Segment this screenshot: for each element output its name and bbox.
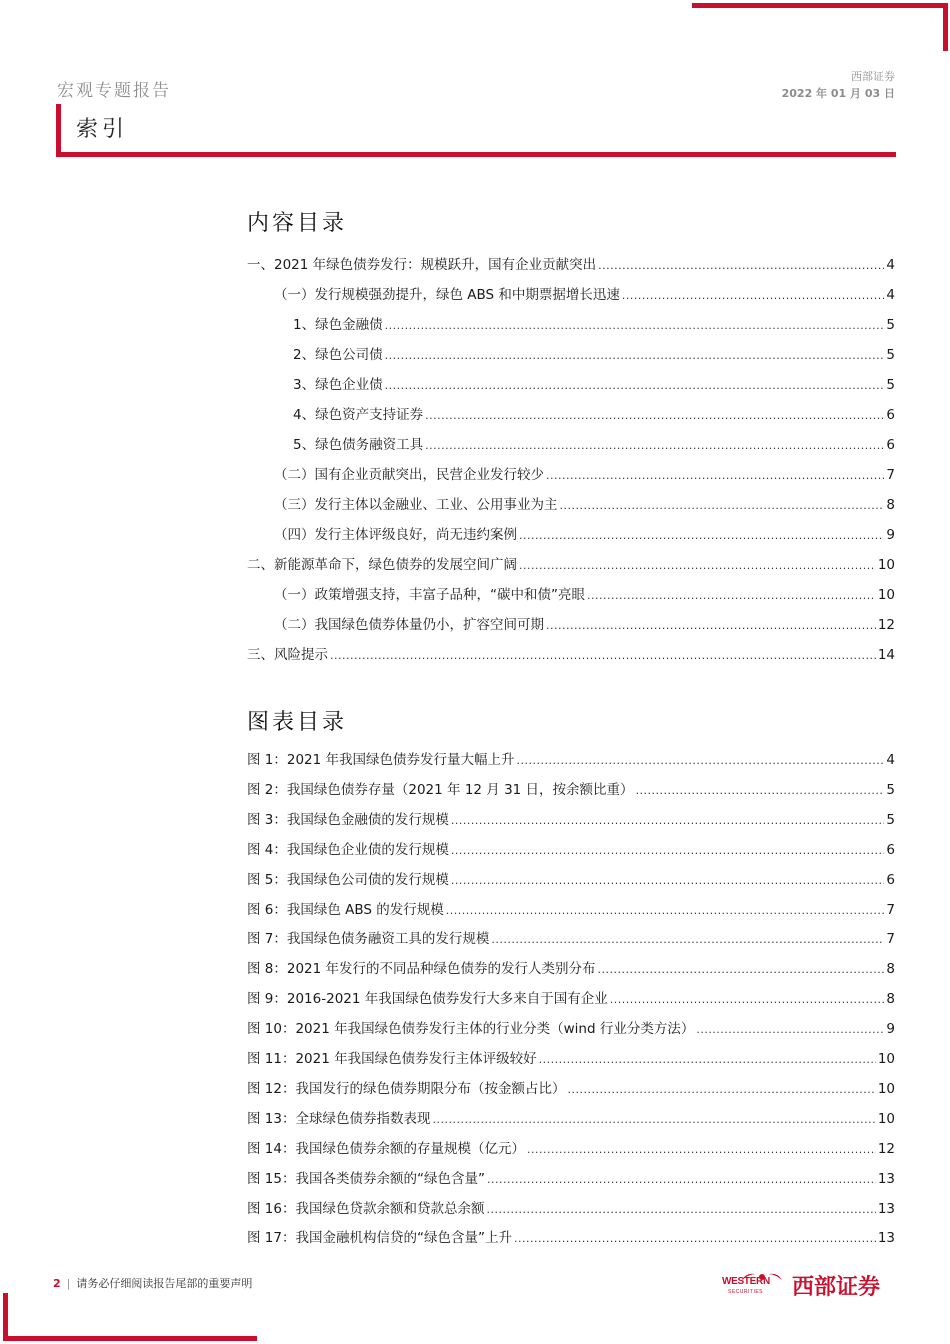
title-accent-bar	[56, 104, 61, 156]
figure-entry-leader-dots	[491, 930, 884, 950]
toc-entry[interactable]	[274, 285, 895, 305]
page-number: 2	[53, 1277, 61, 1290]
figure-entry-label: 图 8：2021 年发行的不同品种绿色债券的发行人类别分布	[247, 961, 596, 978]
figure-entry-page-number: 5	[886, 811, 895, 828]
toc-entry-page-number: 5	[886, 317, 895, 333]
figure-entry[interactable]	[247, 840, 895, 860]
toc-entry-leader-dots	[598, 256, 884, 276]
figure-entry[interactable]	[247, 1228, 895, 1248]
toc-entry[interactable]	[274, 525, 895, 545]
figure-entry-leader-dots	[446, 901, 885, 921]
toc-entry-label: 4、绿色资产支持证券	[293, 407, 424, 423]
toc-entry-label: 5、绿色债务融资工具	[293, 437, 424, 453]
figure-entry-leader-dots	[527, 1140, 876, 1160]
toc-entry-label: （二）国有企业贡献突出，民营企业发行较少	[274, 467, 544, 483]
figure-entry[interactable]	[247, 1169, 895, 1189]
page-title: 索引	[76, 117, 129, 142]
figure-entry-label: 图 16：我国绿色贷款余额和贷款总余额	[247, 1200, 485, 1217]
footer	[53, 1275, 252, 1291]
toc-entry[interactable]	[274, 465, 895, 485]
figure-entry-label: 图 12：我国发行的绿色债券期限分布（按金额占比）	[247, 1080, 566, 1097]
toc-entry-leader-dots	[546, 466, 884, 486]
figure-entry[interactable]	[247, 929, 895, 949]
toc-entry-label: （二）我国绿色债券体量仍小，扩容空间可期	[274, 617, 544, 633]
figure-entry[interactable]	[247, 780, 895, 800]
toc-entry-page-number: 10	[877, 587, 895, 603]
toc-entry-leader-dots	[385, 376, 885, 396]
toc-entry-page-number: 14	[877, 647, 895, 663]
logo-english: WESTERN	[722, 1276, 770, 1287]
corner-accent-top-horizontal	[692, 3, 948, 8]
figure-entry-page-number: 4	[886, 752, 895, 768]
figure-entry-leader-dots	[567, 1080, 875, 1100]
toc-entry-page-number: 5	[886, 377, 895, 393]
figure-entry-page-number: 5	[886, 781, 895, 798]
figure-entry-label: 图 14：我国绿色债券余额的存量规模（亿元）	[247, 1140, 525, 1157]
toc-entry-page-number: 4	[886, 257, 895, 273]
toc-entry-label: 3、绿色企业债	[293, 377, 383, 393]
toc-entry[interactable]	[274, 585, 895, 605]
figure-entry-label: 图 9：2016-2021 年我国绿色债券发行大多来自于国有企业	[247, 991, 608, 1008]
figure-entry[interactable]	[247, 1139, 895, 1159]
figure-entry-page-number: 10	[877, 1110, 895, 1127]
figure-entry-page-number: 7	[886, 901, 895, 918]
toc-entry-page-number: 10	[877, 557, 895, 573]
toc-entry-leader-dots	[560, 496, 885, 516]
figure-entry-leader-dots	[451, 841, 885, 861]
figure-entry-leader-dots	[486, 1200, 875, 1220]
toc-entry-leader-dots	[385, 316, 885, 336]
figure-entry-label: 图 1：2021 年我国绿色债券发行量大幅上升	[247, 752, 515, 768]
toc-entry-page-number: 8	[886, 497, 895, 513]
toc-entry-page-number: 12	[877, 617, 895, 633]
toc-entry[interactable]	[247, 645, 895, 665]
figure-entry-page-number: 13	[877, 1200, 895, 1217]
figure-entry-label: 图 2：我国绿色债券存量（2021 年 12 月 31 日，按余额比重）	[247, 781, 634, 798]
figure-entry-page-number: 8	[886, 961, 895, 978]
toc-entry-label: 三、风险提示	[247, 647, 328, 663]
toc-entry-label: 一、2021 年绿色债券发行：规模跃升，国有企业贡献突出	[247, 257, 597, 273]
toc-entry-leader-dots	[425, 406, 884, 426]
figure-entry-page-number: 13	[877, 1170, 895, 1187]
toc-entry-label: 1、绿色金融债	[293, 317, 383, 333]
contents-heading: 内容目录	[247, 211, 348, 236]
figure-entry-page-number: 6	[886, 871, 895, 888]
logo-english-sub: SECURITIES	[728, 1289, 764, 1295]
figure-entry-label: 图 13：全球绿色债券指数表现	[247, 1110, 431, 1127]
toc-entry[interactable]	[293, 435, 895, 455]
figure-entry[interactable]	[247, 870, 895, 890]
figure-entry-page-number: 13	[877, 1230, 895, 1247]
figure-entry[interactable]	[247, 750, 895, 770]
toc-entry-leader-dots	[519, 556, 876, 576]
toc-entry[interactable]	[247, 255, 895, 275]
figure-entry-label: 图 5：我国绿色公司债的发行规模	[247, 871, 449, 888]
figure-entry-label: 图 15：我国各类债券余额的“绿色含量”	[247, 1170, 485, 1187]
figure-entry-leader-dots	[696, 1020, 884, 1040]
toc-entry-label: （一）政策增强支持，丰富子品种，“碳中和债”亮眼	[274, 587, 585, 603]
figure-entry-leader-dots	[598, 960, 885, 980]
toc-entry-page-number: 7	[886, 467, 895, 483]
toc-entry-label: （四）发行主体评级良好，尚无违约案例	[274, 527, 517, 543]
toc-entry-leader-dots	[425, 436, 884, 456]
corner-accent-bottom-vertical	[3, 1293, 8, 1339]
figure-entry-page-number: 7	[886, 931, 895, 948]
figure-entry-page-number: 6	[886, 841, 895, 858]
figure-entry-leader-dots	[514, 1229, 876, 1249]
figure-entry-leader-dots	[539, 1050, 876, 1070]
figure-entry-leader-dots	[636, 781, 885, 801]
figure-entry-label: 图 10：2021 年我国绿色债券发行主体的行业分类（wind 行业分类方法）	[247, 1021, 695, 1038]
toc-entry-label: 2、绿色公司债	[293, 347, 383, 363]
figure-entry-page-number: 10	[877, 1080, 895, 1097]
toc-entry-label: 二、新能源革命下，绿色债券的发展空间广阔	[247, 557, 517, 573]
figure-entry-leader-dots	[451, 871, 885, 891]
toc-entry-label: （一）发行规模强劲提升，绿色 ABS 和中期票据增长迅速	[274, 287, 620, 303]
toc-entry-leader-dots	[546, 616, 876, 636]
toc-entry[interactable]	[274, 615, 895, 635]
figure-entry-leader-dots	[487, 1170, 876, 1190]
company-name: 西部证券	[851, 70, 895, 83]
figure-entry-page-number: 12	[877, 1140, 895, 1157]
figure-entry-label: 图 17：我国金融机构信贷的“绿色含量”上升	[247, 1230, 512, 1247]
figure-entry[interactable]	[247, 810, 895, 830]
report-date: 2022 年 01 月 03 日	[781, 87, 895, 100]
figure-entry[interactable]	[247, 1079, 895, 1099]
toc-entry-leader-dots	[519, 526, 884, 546]
figure-entry[interactable]	[247, 989, 895, 1009]
toc-entry-leader-dots	[330, 646, 876, 666]
figure-entry[interactable]	[247, 1109, 895, 1129]
toc-entry-page-number: 6	[886, 407, 895, 423]
toc-entry[interactable]	[247, 555, 895, 575]
figure-entry[interactable]	[247, 1019, 895, 1039]
figure-entry[interactable]	[247, 1049, 895, 1069]
logo-chinese: 西部证券	[792, 1275, 881, 1300]
title-underline	[56, 152, 896, 157]
figure-entry-leader-dots	[432, 1110, 875, 1130]
figure-entry-label: 图 6：我国绿色 ABS 的发行规模	[247, 901, 444, 918]
figure-entry[interactable]	[247, 900, 895, 920]
toc-entry-label: （三）发行主体以金融业、工业、公用事业为主	[274, 497, 558, 513]
toc-entry[interactable]	[293, 405, 895, 425]
footer-separator: |	[66, 1277, 71, 1290]
figure-entry-label: 图 3：我国绿色金融债的发行规模	[247, 811, 449, 828]
figure-entry-label: 图 11：2021 年我国绿色债券发行主体评级较好	[247, 1051, 537, 1067]
figure-entry[interactable]	[247, 1199, 895, 1219]
figure-entry-leader-dots	[610, 990, 885, 1010]
company-logo	[722, 1268, 897, 1300]
toc-entry-leader-dots	[622, 286, 884, 306]
toc-entry-page-number: 4	[886, 287, 895, 303]
toc-entry-page-number: 9	[886, 527, 895, 543]
figure-entry-page-number: 8	[886, 991, 895, 1008]
figure-entry-leader-dots	[451, 811, 885, 831]
corner-accent-top-vertical	[943, 3, 948, 51]
corner-accent-bottom-horizontal	[3, 1336, 257, 1341]
toc-entry-leader-dots	[587, 586, 876, 606]
toc-entry[interactable]	[293, 345, 895, 365]
figure-entry-leader-dots	[517, 751, 885, 771]
figure-entry-label: 图 7：我国绿色债务融资工具的发行规模	[247, 931, 490, 948]
toc-entry-page-number: 6	[886, 437, 895, 453]
disclaimer: 请务必仔细阅读报告尾部的重要声明	[76, 1277, 253, 1290]
report-type: 宏观专题报告	[57, 81, 171, 101]
toc-entry[interactable]	[274, 495, 895, 515]
figure-entry[interactable]	[247, 959, 895, 979]
figure-entry-page-number: 9	[886, 1021, 895, 1038]
toc-entry-page-number: 5	[886, 347, 895, 363]
figure-entry-label: 图 4：我国绿色企业债的发行规模	[247, 841, 449, 858]
figures-heading: 图表目录	[247, 710, 348, 735]
toc-entry[interactable]	[293, 315, 895, 335]
figure-entry-page-number: 10	[877, 1051, 895, 1067]
toc-entry[interactable]	[293, 375, 895, 395]
toc-entry-leader-dots	[385, 346, 885, 366]
